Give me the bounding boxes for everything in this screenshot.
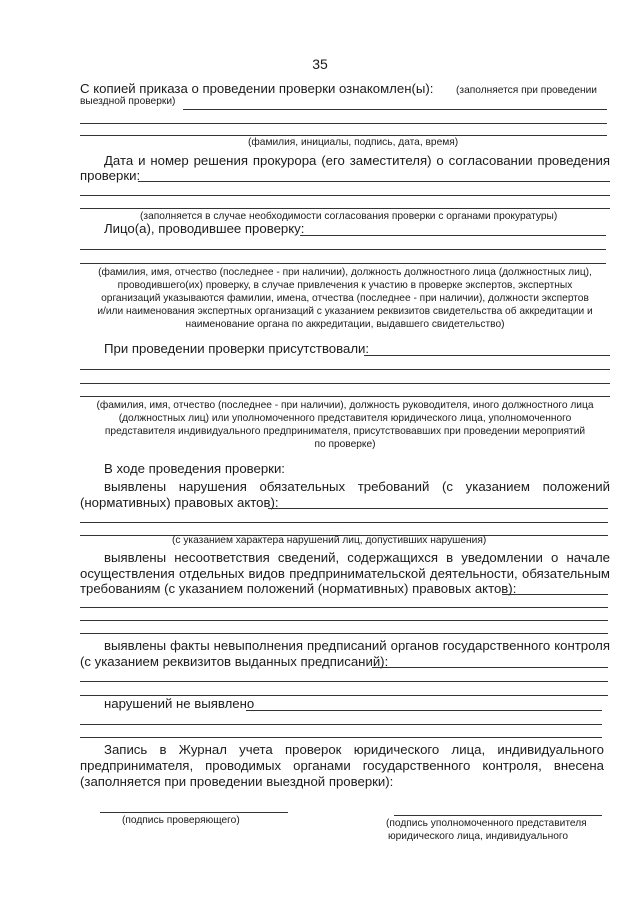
violations-caption: (с указанием характера нарушений лиц, допустивших нарушения) (172, 535, 487, 546)
prosecutor-fill-line[interactable] (138, 181, 610, 182)
orders-fill-line[interactable] (372, 667, 608, 668)
inspectors-caption-2: проводившего(их) проверку, в случае привлечения к участию в проверке экспертов, экспертных (117, 280, 573, 291)
copy-order-fill-line[interactable] (183, 109, 607, 110)
present-fill-line[interactable] (364, 355, 610, 356)
present-fill-line[interactable] (80, 396, 610, 397)
orders-fill-line[interactable] (80, 681, 608, 682)
journal-label-3: (заполняется при проведении выездной проверки): (80, 774, 394, 789)
orders-label-2: (с указанием реквизитов выданных предписаний): (80, 654, 389, 669)
present-caption-1: (фамилия, имя, отчество (последнее - при наличии), должность руководителя, иного должностного лица (96, 400, 594, 411)
inspectors-caption-1: (фамилия, имя, отчество (последнее - при наличии), должность должностного лица (должностных лиц), (98, 267, 592, 278)
copy-order-fill-line[interactable] (80, 135, 607, 136)
findings-heading: В ходе проведения проверки: (104, 461, 285, 476)
page-number: 35 (312, 56, 328, 72)
prosecutor-caption: (заполняется в случае необходимости согласования проверки с органами прокуратуры) (140, 211, 558, 222)
present-caption-2: (должностных лиц) или уполномоченного представителя юридического лица, уполномоченного (118, 413, 572, 424)
violations-fill-line[interactable] (268, 508, 608, 509)
present-caption-3: представителя индивидуального предпринимателя, присутствовавших при проведении мероприятий (104, 426, 586, 437)
no-violations-fill-line[interactable] (80, 724, 602, 725)
inspectors-label: Лицо(а), проводившее проверку: (104, 221, 305, 236)
inspector-signature-caption: (подпись проверяющего) (122, 815, 240, 826)
inspectors-caption-3: организаций указываются фамилии, имена, отчества (последнее - при наличии), должности экспертов (101, 293, 589, 304)
no-violations-fill-line[interactable] (80, 737, 602, 738)
representative-caption-1: (подпись уполномоченного представителя (386, 818, 587, 829)
mismatch-fill-line[interactable] (502, 594, 608, 595)
prosecutor-label: Дата и номер решения прокурора (его заместителя) о согласовании проведения (104, 153, 610, 168)
inspectors-caption-4: и/или наименования экспертных организаций с указанием реквизитов свидетельства об аккредитации и (97, 306, 593, 317)
journal-label-1: Запись в Журнал учета проверок юридического лица, индивидуального (104, 742, 604, 757)
orders-label-1: выявлены факты невыполнения предписаний органов государственного контроля (104, 638, 610, 653)
prosecutor-label-2: проверки: (80, 168, 141, 183)
mismatch-label-3: требованиям (с указанием положений (нормативных) правовых актов): (80, 581, 517, 596)
copy-order-note-2: выездной проверки) (80, 96, 176, 107)
inspectors-fill-line[interactable] (300, 235, 606, 236)
copy-order-fill-line[interactable] (80, 123, 607, 124)
inspectors-fill-line[interactable] (80, 263, 606, 264)
no-violations-fill-line[interactable] (246, 710, 602, 711)
mismatch-fill-line[interactable] (80, 633, 608, 634)
violations-label: выявлены нарушения обязательных требований (с указанием положений (104, 479, 610, 494)
mismatch-label-2: осуществления отдельных видов предпринимательской деятельности, обязательным (80, 566, 610, 581)
present-label: При проведении проверки присутствовали: (104, 341, 370, 356)
mismatch-fill-line[interactable] (80, 620, 608, 621)
inspectors-caption-5: наименование органа по аккредитации, выдавшего свидетельство) (185, 319, 505, 330)
copy-order-caption: (фамилия, инициалы, подпись, дата, время) (248, 137, 459, 148)
mismatch-label-1: выявлены несоответствия сведений, содержащихся в уведомлении о начале (104, 550, 610, 565)
violations-fill-line[interactable] (80, 522, 608, 523)
present-fill-line[interactable] (80, 369, 610, 370)
prosecutor-fill-line[interactable] (80, 195, 610, 196)
violations-label-2: (нормативных) правовых актов): (80, 495, 279, 510)
representative-caption-2: юридического лица, индивидуального (388, 831, 569, 842)
representative-signature-line[interactable] (394, 815, 602, 816)
mismatch-fill-line[interactable] (80, 607, 608, 608)
inspector-signature-line[interactable] (100, 812, 288, 813)
copy-order-note: (заполняется при проведении (456, 85, 598, 96)
journal-label-2: предпринимателя, проводимых органами государственного контроля, внесена (80, 758, 604, 773)
no-violations-label: нарушений не выявлено (104, 696, 255, 711)
present-fill-line[interactable] (80, 383, 610, 384)
prosecutor-fill-line[interactable] (80, 208, 610, 209)
inspectors-fill-line[interactable] (80, 249, 606, 250)
copy-order-label: С копией приказа о проведении проверки ознакомлен(ы): (80, 81, 434, 96)
present-caption-4: по проверке) (314, 439, 376, 450)
